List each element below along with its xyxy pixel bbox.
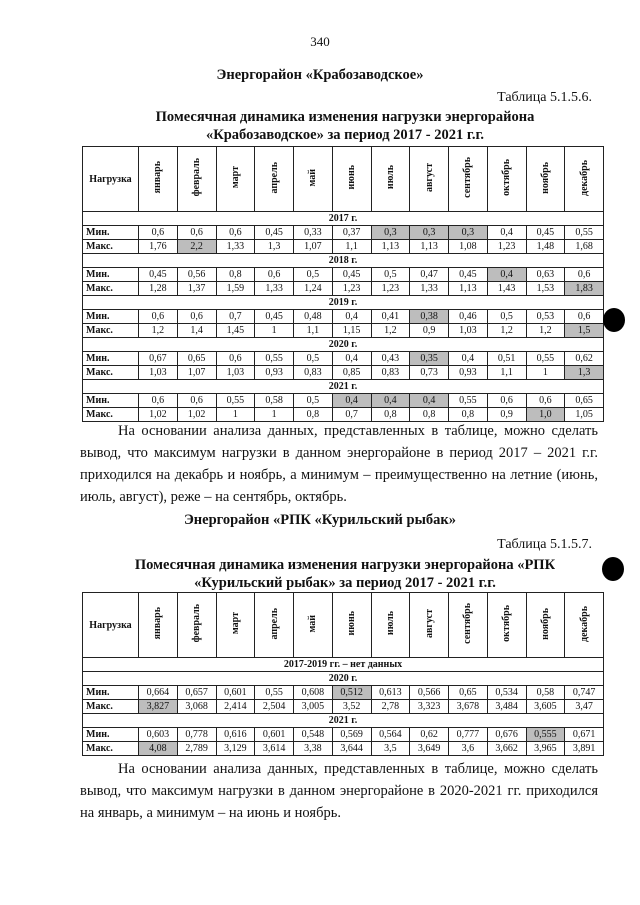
table-cell: 1,33 [410,282,449,296]
table-cell: 0,778 [177,728,216,742]
table-cell: 0,3 [410,226,449,240]
table-cell: 0,4 [487,226,526,240]
table-cell: 0,37 [332,226,371,240]
table-cell: 0,4 [332,394,371,408]
conclusion-paragraph-1: На основании анализа данных, представленных в таблице, можно сделать вывод, что максимум нагрузки в данном энергорайоне в период 2017 – 2021 г.г. приходился на декабрь и ноябрь, а минимум – преимущественно на летние (июнь, июль, август), реже – на сентябрь, октябрь. [80,423,598,505]
table-cell: 1,02 [177,408,216,422]
column-header-month [294,593,333,658]
table-cell: 0,5 [294,352,333,366]
table-cell: 0,3 [449,226,488,240]
table-cell: 0,6 [255,268,294,282]
table-cell: 1,28 [139,282,178,296]
table-cell: 0,45 [332,268,371,282]
table-cell: 0,65 [565,394,604,408]
column-header-label: март [229,612,241,635]
column-header-label: декабрь [578,605,590,642]
table-cell: 0,566 [410,686,449,700]
table-cell: 1,68 [565,240,604,254]
table-cell: 0,38 [410,310,449,324]
row-label: Мин. [83,226,139,240]
table-cell: 3,605 [526,700,565,714]
binder-hole-mark [603,308,625,332]
table-cell: 0,603 [139,728,178,742]
table-cell: 2,414 [216,700,255,714]
binder-hole-mark [602,557,624,581]
table-cell: 0,51 [487,352,526,366]
table-cell: 1,15 [332,324,371,338]
table-title-1-line1: Помесячная динамика изменения нагрузки энергорайона [155,109,535,125]
table-title-1 [80,108,610,144]
table-cell: 0,555 [526,728,565,742]
table-cell: 0,5 [487,310,526,324]
column-header-label: ноябрь [539,607,551,640]
column-header-label: октябрь [501,159,513,196]
column-header-label: август [423,163,435,192]
table-cell: 3,5 [371,742,410,756]
table-cell: 0,55 [255,352,294,366]
row-label: Макс. [83,282,139,296]
table-cell: 1,43 [487,282,526,296]
table-cell: 0,613 [371,686,410,700]
table-cell: 0,63 [526,268,565,282]
table-cell: 2,2 [177,240,216,254]
column-header-label: январь [152,161,164,194]
table-cell: 0,43 [371,352,410,366]
table-cell: 1,4 [177,324,216,338]
table-cell: 0,6 [177,394,216,408]
table-cell: 1,1 [294,324,333,338]
table-cell: 0,601 [255,728,294,742]
column-header-month [255,593,294,658]
table-cell: 0,93 [255,366,294,380]
year-row [83,714,604,728]
table-cell: 0,65 [449,686,488,700]
table-cell: 1,0 [526,408,565,422]
table-cell: 0,4 [332,352,371,366]
table-cell: 1,59 [216,282,255,296]
row-label: Макс. [83,366,139,380]
table-cell: 0,93 [449,366,488,380]
row-label: Мин. [83,394,139,408]
table-cell: 1,13 [410,240,449,254]
table-cell: 3,649 [410,742,449,756]
table-cell: 0,33 [294,226,333,240]
column-header-month [139,147,178,212]
table-cell: 3,678 [449,700,488,714]
column-header-month [332,147,371,212]
column-header-month [526,147,565,212]
table-cell: 1,53 [526,282,565,296]
table-cell: 1,03 [216,366,255,380]
table-cell: 0,48 [294,310,333,324]
year-label: 2019 г. [83,296,604,310]
column-header-month [216,593,255,658]
table-row [83,686,604,700]
table-cell: 3,484 [487,700,526,714]
table-cell: 2,504 [255,700,294,714]
column-header-label: март [229,166,241,189]
table-cell: 0,85 [332,366,371,380]
year-label: 2020 г. [83,338,604,352]
table-number-2: Таблица 5.1.5.7. [497,537,592,552]
table-cell: 0,55 [216,394,255,408]
column-header-month [410,147,449,212]
column-header-label: январь [152,607,164,640]
table-cell: 0,6 [487,394,526,408]
table-cell: 3,6 [449,742,488,756]
table-cell: 0,4 [332,310,371,324]
table-cell: 0,55 [449,394,488,408]
column-header-label: июнь [346,165,358,190]
table-cell: 3,965 [526,742,565,756]
table-cell: 1,2 [526,324,565,338]
table-cell: 1,37 [177,282,216,296]
column-header-label: Нагрузка [89,619,132,631]
table-cell: 1,07 [177,366,216,380]
table-cell: 0,73 [410,366,449,380]
table-cell: 0,53 [526,310,565,324]
column-header-label: ноябрь [539,161,551,194]
table-row [83,282,604,296]
table-row [83,366,604,380]
column-header-label: сентябрь [462,157,474,198]
year-row [83,672,604,686]
load-table-krabozavodskoe [82,146,604,422]
table-cell: 0,616 [216,728,255,742]
table-cell: 0,55 [255,686,294,700]
table-cell: 1,83 [565,282,604,296]
table-cell: 0,35 [410,352,449,366]
table-cell: 0,6 [565,310,604,324]
column-header-month [410,593,449,658]
table-cell: 0,564 [371,728,410,742]
table-cell: 0,608 [294,686,333,700]
table-cell: 0,8 [216,268,255,282]
table-cell: 0,4 [449,352,488,366]
column-header-label: апрель [268,161,280,194]
table-cell: 1,2 [139,324,178,338]
table-cell: 1,1 [487,366,526,380]
column-header-load [83,147,139,212]
table-cell: 1,23 [371,282,410,296]
table-cell: 0,46 [449,310,488,324]
table-cell: 2,789 [177,742,216,756]
table-cell: 1,23 [332,282,371,296]
row-label: Макс. [83,324,139,338]
column-header-label: апрель [268,607,280,640]
table-cell: 1,3 [255,240,294,254]
table-cell: 3,827 [139,700,178,714]
year-label: 2021 г. [83,380,604,394]
table-cell: 0,45 [255,310,294,324]
column-header-month [177,593,216,658]
table-cell: 1,76 [139,240,178,254]
table-row [83,310,604,324]
table-cell: 1,02 [139,408,178,422]
table-cell: 3,614 [255,742,294,756]
no-data-row [83,658,604,672]
table-cell: 1,08 [449,240,488,254]
table-cell: 0,62 [410,728,449,742]
table-cell: 0,6 [565,268,604,282]
row-label: Мин. [83,268,139,282]
row-label: Макс. [83,240,139,254]
table-cell: 1,3 [565,366,604,380]
table-cell: 0,47 [410,268,449,282]
column-header-month [487,147,526,212]
year-row [83,254,604,268]
table-cell: 2,78 [371,700,410,714]
table-cell: 1,2 [371,324,410,338]
table-cell: 0,747 [565,686,604,700]
table-cell: 1,07 [294,240,333,254]
section-heading-krabozavodskoe: Энергорайон «Крабозаводское» [216,67,424,83]
column-header-label: февраль [191,604,203,643]
table-cell: 1,48 [526,240,565,254]
table-cell: 0,5 [371,268,410,282]
table-row [83,728,604,742]
column-header-month [255,147,294,212]
year-label: 2021 г. [83,714,604,728]
table-cell: 0,8 [294,408,333,422]
table-cell: 3,129 [216,742,255,756]
row-label: Мин. [83,686,139,700]
page-number: 340 [310,34,330,49]
table-cell: 0,664 [139,686,178,700]
table-cell: 0,5 [294,268,333,282]
table-cell: 1,13 [371,240,410,254]
table-cell: 0,4 [371,394,410,408]
column-header-month [487,593,526,658]
table-cell: 0,6 [177,310,216,324]
column-header-month [216,147,255,212]
column-header-month [139,593,178,658]
table-cell: 0,601 [216,686,255,700]
table-cell: 1,05 [565,408,604,422]
row-label: Мин. [83,310,139,324]
table-cell: 0,7 [216,310,255,324]
column-header-label: август [423,609,435,638]
table-cell: 0,3 [371,226,410,240]
column-header-label: Нагрузка [89,173,132,185]
table-cell: 0,4 [410,394,449,408]
table-cell: 0,9 [410,324,449,338]
table-row [83,352,604,366]
table-cell: 0,548 [294,728,333,742]
row-label: Мин. [83,728,139,742]
table-row [83,226,604,240]
column-header-month [449,593,488,658]
table-cell: 1,1 [332,240,371,254]
column-header-load [83,593,139,658]
table-cell: 0,9 [487,408,526,422]
table-cell: 1,03 [139,366,178,380]
table-cell: 0,45 [449,268,488,282]
table-cell: 1 [526,366,565,380]
table-cell: 0,8 [449,408,488,422]
table-cell: 0,45 [255,226,294,240]
table-cell: 0,41 [371,310,410,324]
no-data-note: 2017-2019 гг. – нет данных [83,658,604,672]
table-cell: 0,83 [371,366,410,380]
table-title-1-line2: «Крабозаводское» за период 2017 - 2021 г.г. [205,127,485,143]
table-cell: 1,33 [255,282,294,296]
table-cell: 3,662 [487,742,526,756]
table-cell: 0,6 [139,394,178,408]
table-row [83,324,604,338]
year-label: 2017 г. [83,212,604,226]
table-cell: 3,068 [177,700,216,714]
year-row [83,296,604,310]
table-cell: 0,62 [565,352,604,366]
table-cell: 0,58 [255,394,294,408]
table-cell: 1,45 [216,324,255,338]
row-label: Макс. [83,700,139,714]
table-cell: 1,5 [565,324,604,338]
table-cell: 0,6 [177,226,216,240]
year-row [83,380,604,394]
load-table-kurilsky-rybak [82,592,604,756]
table-cell: 0,7 [332,408,371,422]
column-header-month [565,593,604,658]
table-cell: 0,4 [487,268,526,282]
table-row [83,394,604,408]
column-header-label: февраль [191,158,203,197]
table-row [83,240,604,254]
section-heading-kurilsky-rybak: Энергорайон «РПК «Курильский рыбак» [183,512,457,528]
table-cell: 1 [255,324,294,338]
table-cell: 0,8 [371,408,410,422]
table-cell: 1,24 [294,282,333,296]
table-cell: 0,512 [332,686,371,700]
table-cell: 0,8 [410,408,449,422]
table-cell: 0,657 [177,686,216,700]
table-cell: 0,45 [526,226,565,240]
column-header-month [371,593,410,658]
table-cell: 0,83 [294,366,333,380]
column-header-month [526,593,565,658]
table-cell: 1 [255,408,294,422]
table-cell: 1,03 [449,324,488,338]
column-header-label: октябрь [501,605,513,642]
column-header-label: июль [384,165,396,190]
table-cell: 0,45 [139,268,178,282]
table-cell: 0,6 [216,352,255,366]
table-cell: 3,323 [410,700,449,714]
table-cell: 0,5 [294,394,333,408]
column-header-label: июнь [346,611,358,636]
table-cell: 0,67 [139,352,178,366]
table-cell: 3,52 [332,700,371,714]
table-cell: 0,6 [139,226,178,240]
year-row [83,212,604,226]
column-header-label: июль [384,611,396,636]
table-title-2-line1: Помесячная динамика изменения нагрузки энергорайона «РПК [134,557,556,573]
column-header-label: декабрь [578,159,590,196]
row-label: Макс. [83,408,139,422]
table-cell: 1,33 [216,240,255,254]
table-number-1: Таблица 5.1.5.6. [497,90,592,105]
column-header-month [294,147,333,212]
column-header-month [332,593,371,658]
column-header-label: май [307,614,319,633]
table-cell: 0,671 [565,728,604,742]
table-cell: 4,08 [139,742,178,756]
table-title-2 [80,556,610,592]
conclusion-paragraph-2: На основании анализа данных, представленных в таблице, можно сделать вывод, что максимум нагрузки в данном энергорайоне в 2020-2021 гг. приходился на январь, а минимум – на июнь и ноябрь. [80,761,598,821]
column-header-label: май [307,168,319,187]
table-cell: 3,38 [294,742,333,756]
column-header-month [565,147,604,212]
row-label: Макс. [83,742,139,756]
table-cell: 0,569 [332,728,371,742]
table-cell: 0,6 [526,394,565,408]
table-cell: 1,23 [487,240,526,254]
row-label: Мин. [83,352,139,366]
table-row [83,268,604,282]
year-label: 2018 г. [83,254,604,268]
table-cell: 0,777 [449,728,488,742]
table-cell: 3,47 [565,700,604,714]
column-header-month [177,147,216,212]
table-cell: 0,6 [216,226,255,240]
table-row [83,700,604,714]
table-cell: 0,58 [526,686,565,700]
table-cell: 1,2 [487,324,526,338]
table-cell: 0,55 [565,226,604,240]
year-label: 2020 г. [83,672,604,686]
table-row [83,742,604,756]
table-cell: 0,55 [526,352,565,366]
table-cell: 0,534 [487,686,526,700]
table-cell: 3,891 [565,742,604,756]
column-header-label: сентябрь [462,603,474,644]
table-title-2-line2: «Курильский рыбак» за период 2017 - 2021 г.г. [194,575,496,591]
table-cell: 0,56 [177,268,216,282]
table-cell: 1,13 [449,282,488,296]
table-cell: 1 [216,408,255,422]
table-cell: 0,676 [487,728,526,742]
column-header-month [449,147,488,212]
table-cell: 3,644 [332,742,371,756]
year-row [83,338,604,352]
column-header-month [371,147,410,212]
table-cell: 0,6 [139,310,178,324]
table-cell: 3,005 [294,700,333,714]
table-cell: 0,65 [177,352,216,366]
